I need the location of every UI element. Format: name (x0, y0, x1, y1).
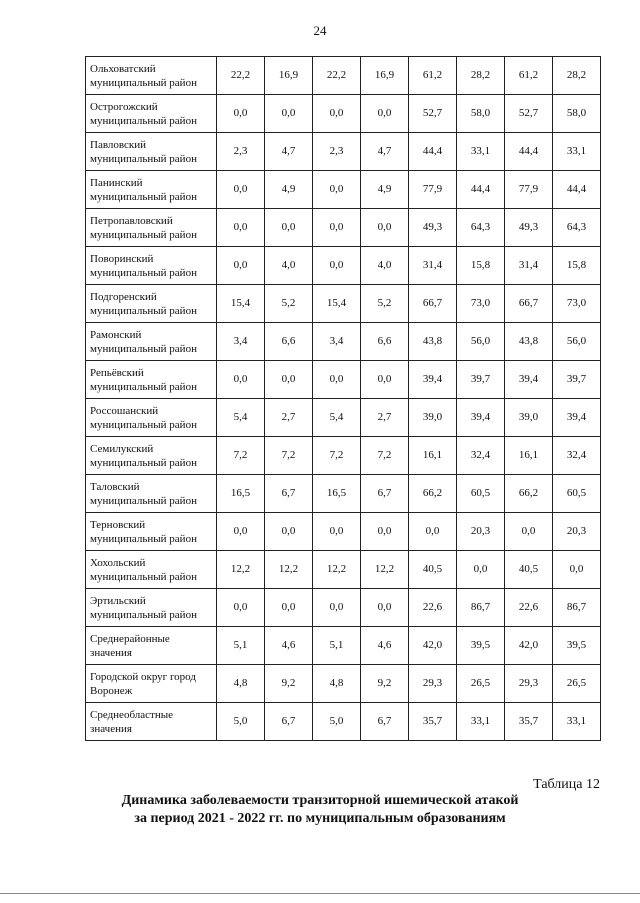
table-row (86, 285, 601, 323)
value-cell: 0,0 (409, 513, 457, 551)
value-cell: 4,0 (265, 247, 313, 285)
value-cell: 22,6 (505, 589, 553, 627)
table-row (86, 247, 601, 285)
value-cell: 12,2 (265, 551, 313, 589)
district-name-cell: Среднеобластные значения (86, 703, 217, 741)
value-cell: 64,3 (553, 209, 601, 247)
value-cell: 4,7 (265, 133, 313, 171)
value-cell: 56,0 (553, 323, 601, 361)
value-cell: 15,8 (553, 247, 601, 285)
value-cell: 52,7 (409, 95, 457, 133)
value-cell: 0,0 (313, 513, 361, 551)
value-cell: 0,0 (217, 171, 265, 209)
table-row (86, 361, 601, 399)
value-cell: 0,0 (313, 209, 361, 247)
value-cell: 60,5 (457, 475, 505, 513)
value-cell: 33,1 (457, 133, 505, 171)
value-cell: 16,9 (265, 57, 313, 95)
value-cell: 40,5 (505, 551, 553, 589)
value-cell: 0,0 (217, 209, 265, 247)
value-cell: 39,7 (457, 361, 505, 399)
value-cell: 73,0 (553, 285, 601, 323)
value-cell: 0,0 (313, 247, 361, 285)
value-cell: 28,2 (457, 57, 505, 95)
value-cell: 86,7 (553, 589, 601, 627)
incidence-table (85, 56, 601, 741)
value-cell: 0,0 (313, 361, 361, 399)
value-cell: 33,1 (553, 703, 601, 741)
value-cell: 4,0 (361, 247, 409, 285)
value-cell: 60,5 (553, 475, 601, 513)
value-cell: 58,0 (457, 95, 505, 133)
value-cell: 16,1 (409, 437, 457, 475)
table-row (86, 665, 601, 703)
value-cell: 33,1 (553, 133, 601, 171)
value-cell: 0,0 (361, 513, 409, 551)
value-cell: 5,0 (313, 703, 361, 741)
value-cell: 4,8 (313, 665, 361, 703)
value-cell: 66,2 (409, 475, 457, 513)
value-cell: 43,8 (505, 323, 553, 361)
value-cell: 15,4 (313, 285, 361, 323)
table-row (86, 513, 601, 551)
value-cell: 44,4 (409, 133, 457, 171)
value-cell: 49,3 (409, 209, 457, 247)
value-cell: 5,1 (217, 627, 265, 665)
value-cell: 12,2 (217, 551, 265, 589)
value-cell: 28,2 (553, 57, 601, 95)
value-cell: 4,6 (361, 627, 409, 665)
value-cell: 6,6 (361, 323, 409, 361)
district-name-cell: Таловский муниципальный район (86, 475, 217, 513)
value-cell: 64,3 (457, 209, 505, 247)
table-row (86, 209, 601, 247)
table-row (86, 437, 601, 475)
district-name-cell: Эртильский муниципальный район (86, 589, 217, 627)
table-title-line-2: за период 2021 - 2022 гг. по муниципальным образованиям (134, 811, 506, 826)
value-cell: 39,4 (505, 361, 553, 399)
value-cell: 0,0 (265, 513, 313, 551)
value-cell: 7,2 (265, 437, 313, 475)
district-name-cell: Семилукский муниципальный район (86, 437, 217, 475)
value-cell: 61,2 (505, 57, 553, 95)
district-name-cell: Панинский муниципальный район (86, 171, 217, 209)
district-name-cell: Рамонский муниципальный район (86, 323, 217, 361)
value-cell: 43,8 (409, 323, 457, 361)
value-cell: 6,6 (265, 323, 313, 361)
value-cell: 66,7 (409, 285, 457, 323)
table-caption: Таблица 12 (533, 777, 600, 792)
district-name-cell: Хохольский муниципальный район (86, 551, 217, 589)
district-name-cell: Павловский муниципальный район (86, 133, 217, 171)
value-cell: 4,9 (265, 171, 313, 209)
value-cell: 73,0 (457, 285, 505, 323)
value-cell: 3,4 (217, 323, 265, 361)
value-cell: 39,7 (553, 361, 601, 399)
table-body (86, 57, 601, 741)
value-cell: 2,3 (217, 133, 265, 171)
value-cell: 16,5 (313, 475, 361, 513)
value-cell: 40,5 (409, 551, 457, 589)
value-cell: 2,7 (361, 399, 409, 437)
value-cell: 7,2 (217, 437, 265, 475)
value-cell: 0,0 (553, 551, 601, 589)
district-name-cell: Ольховатский муниципальный район (86, 57, 217, 95)
value-cell: 4,6 (265, 627, 313, 665)
district-name-cell: Городской округ город Воронеж (86, 665, 217, 703)
value-cell: 29,3 (505, 665, 553, 703)
value-cell: 52,7 (505, 95, 553, 133)
value-cell: 0,0 (217, 361, 265, 399)
value-cell: 66,7 (505, 285, 553, 323)
value-cell: 0,0 (457, 551, 505, 589)
value-cell: 0,0 (217, 589, 265, 627)
value-cell: 32,4 (553, 437, 601, 475)
district-name-cell: Подгоренский муниципальный район (86, 285, 217, 323)
value-cell: 42,0 (409, 627, 457, 665)
value-cell: 39,5 (553, 627, 601, 665)
value-cell: 66,2 (505, 475, 553, 513)
value-cell: 39,5 (457, 627, 505, 665)
district-name-cell: Репьёвский муниципальный район (86, 361, 217, 399)
value-cell: 26,5 (457, 665, 505, 703)
value-cell: 42,0 (505, 627, 553, 665)
value-cell: 5,2 (361, 285, 409, 323)
value-cell: 39,0 (505, 399, 553, 437)
district-name-cell: Россошанский муниципальный район (86, 399, 217, 437)
table-row (86, 57, 601, 95)
table-row (86, 171, 601, 209)
value-cell: 35,7 (505, 703, 553, 741)
value-cell: 2,7 (265, 399, 313, 437)
table-row (86, 399, 601, 437)
value-cell: 0,0 (361, 589, 409, 627)
value-cell: 32,4 (457, 437, 505, 475)
value-cell: 5,1 (313, 627, 361, 665)
value-cell: 0,0 (265, 95, 313, 133)
value-cell: 0,0 (361, 361, 409, 399)
table-row (86, 475, 601, 513)
value-cell: 39,4 (409, 361, 457, 399)
page-number: 24 (313, 23, 327, 38)
table-row (86, 323, 601, 361)
value-cell: 39,4 (457, 399, 505, 437)
value-cell: 0,0 (265, 589, 313, 627)
value-cell: 5,4 (313, 399, 361, 437)
table-row (86, 133, 601, 171)
value-cell: 9,2 (265, 665, 313, 703)
value-cell: 16,9 (361, 57, 409, 95)
value-cell: 44,4 (457, 171, 505, 209)
value-cell: 5,4 (217, 399, 265, 437)
value-cell: 5,2 (265, 285, 313, 323)
value-cell: 6,7 (265, 475, 313, 513)
table-row (86, 589, 601, 627)
value-cell: 15,8 (457, 247, 505, 285)
value-cell: 0,0 (217, 513, 265, 551)
value-cell: 39,4 (553, 399, 601, 437)
value-cell: 16,1 (505, 437, 553, 475)
value-cell: 12,2 (313, 551, 361, 589)
value-cell: 0,0 (217, 247, 265, 285)
district-name-cell: Острогожский муниципальный район (86, 95, 217, 133)
district-name-cell: Поворинский муниципальный район (86, 247, 217, 285)
district-name-cell: Терновский муниципальный район (86, 513, 217, 551)
value-cell: 0,0 (313, 95, 361, 133)
table-row (86, 627, 601, 665)
value-cell: 58,0 (553, 95, 601, 133)
value-cell: 3,4 (313, 323, 361, 361)
value-cell: 39,0 (409, 399, 457, 437)
value-cell: 6,7 (361, 703, 409, 741)
page-bottom-rule (0, 893, 640, 894)
value-cell: 0,0 (313, 171, 361, 209)
value-cell: 20,3 (457, 513, 505, 551)
value-cell: 0,0 (265, 361, 313, 399)
value-cell: 4,8 (217, 665, 265, 703)
value-cell: 4,9 (361, 171, 409, 209)
value-cell: 61,2 (409, 57, 457, 95)
district-name-cell: Петропавловский муниципальный район (86, 209, 217, 247)
value-cell: 33,1 (457, 703, 505, 741)
value-cell: 31,4 (409, 247, 457, 285)
value-cell: 22,2 (217, 57, 265, 95)
value-cell: 77,9 (409, 171, 457, 209)
value-cell: 0,0 (217, 95, 265, 133)
value-cell: 0,0 (265, 209, 313, 247)
value-cell: 26,5 (553, 665, 601, 703)
value-cell: 12,2 (361, 551, 409, 589)
value-cell: 7,2 (361, 437, 409, 475)
value-cell: 49,3 (505, 209, 553, 247)
value-cell: 22,2 (313, 57, 361, 95)
value-cell: 44,4 (553, 171, 601, 209)
value-cell: 5,0 (217, 703, 265, 741)
table-title-line-1: Динамика заболеваемости транзиторной ишемической атакой (121, 793, 519, 808)
value-cell: 9,2 (361, 665, 409, 703)
value-cell: 31,4 (505, 247, 553, 285)
table-row (86, 551, 601, 589)
value-cell: 4,7 (361, 133, 409, 171)
value-cell: 0,0 (313, 589, 361, 627)
table-title (0, 792, 640, 828)
value-cell: 22,6 (409, 589, 457, 627)
district-name-cell: Среднерайонные значения (86, 627, 217, 665)
value-cell: 15,4 (217, 285, 265, 323)
value-cell: 0,0 (361, 209, 409, 247)
value-cell: 77,9 (505, 171, 553, 209)
table-row (86, 95, 601, 133)
value-cell: 20,3 (553, 513, 601, 551)
value-cell: 16,5 (217, 475, 265, 513)
value-cell: 0,0 (361, 95, 409, 133)
value-cell: 56,0 (457, 323, 505, 361)
value-cell: 2,3 (313, 133, 361, 171)
value-cell: 6,7 (361, 475, 409, 513)
value-cell: 6,7 (265, 703, 313, 741)
value-cell: 0,0 (505, 513, 553, 551)
value-cell: 29,3 (409, 665, 457, 703)
value-cell: 35,7 (409, 703, 457, 741)
value-cell: 7,2 (313, 437, 361, 475)
value-cell: 44,4 (505, 133, 553, 171)
value-cell: 86,7 (457, 589, 505, 627)
table-row (86, 703, 601, 741)
